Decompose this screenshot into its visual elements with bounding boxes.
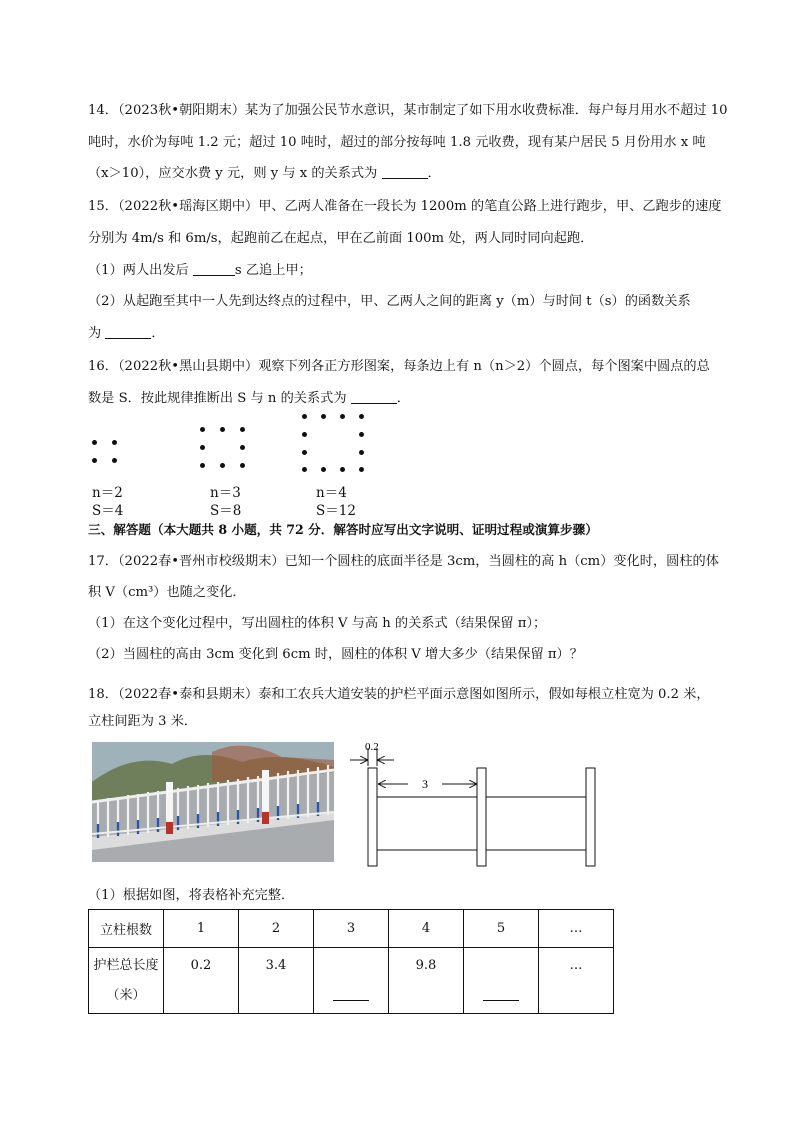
table-cell: … <box>539 910 614 948</box>
dot <box>240 445 245 450</box>
q15-sub2-blank <box>105 324 151 339</box>
dot <box>302 450 307 455</box>
table-head-length-text: 护栏总长度 <box>93 957 159 973</box>
q14-line3-text: （x＞10），应交水费 y 元，则 y 与 x 的关系式为 <box>88 166 378 181</box>
q15-sub1-text: （1）两人出发后 <box>88 263 189 278</box>
gap-label: 3 <box>422 777 428 791</box>
q17-sub2: （2）当圆柱的高由 3cm 变化到 6cm 时，圆柱的体积 V 增大多少（结果保留 π）？ <box>88 647 583 662</box>
q15-sub2: （2）从起跑至其中一人先到达终点的过程中，甲、乙两人之间的距离 y（m）与时间 t（s）的函数关系 <box>88 294 691 309</box>
table-cell: 9.8 <box>389 948 464 1014</box>
dot <box>359 467 364 472</box>
table-head-posts: 立柱根数 <box>89 910 164 948</box>
dot <box>340 414 345 419</box>
dot <box>92 440 97 445</box>
q14-line1: 14．（2023秋•朝阳期末）某为了加强公民节水意识，某市制定了如下用水收费标准．每户每月用水不超过 10 <box>88 103 728 118</box>
q15-sub2b-end: ． <box>151 326 165 341</box>
q18-line2: 立柱间距为 3 米． <box>88 714 198 729</box>
q16-line2 <box>88 389 410 409</box>
table-cell: 2 <box>239 910 314 948</box>
fig3-n-label: n＝4 <box>316 485 347 501</box>
width-label: 0.2 <box>365 741 379 753</box>
dot <box>92 458 97 463</box>
q14-line2: 吨时，水价为每吨 1.2 元；超过 10 吨时，超过的部分按每吨 1.8 元收费，现有某户居民 5 月份用水 x 吨 <box>88 135 706 150</box>
q14-line3-end: ． <box>427 166 441 181</box>
answer-blank <box>483 1000 519 1001</box>
q17-line2: 积 V（cm³）也随之变化． <box>88 585 246 600</box>
dot <box>340 467 345 472</box>
dot <box>200 427 205 432</box>
guardrail-photo <box>92 742 334 862</box>
q17-sub1: （1）在这个变化过程中，写出圆柱的体积 V 与高 h 的关系式（结果保留 π）； <box>88 616 547 631</box>
fill-in-table <box>88 909 614 1014</box>
table-cell: 3.4 <box>239 948 314 1014</box>
q15-sub1-blank <box>193 261 235 276</box>
dot <box>302 467 307 472</box>
q14-line3 <box>88 164 441 184</box>
q17-line1: 17．（2022春•晋州市校级期末）已知一个圆柱的底面半径是 3cm，当圆柱的高 h（cm）变化时，圆柱的体 <box>88 554 719 569</box>
dot <box>240 463 245 468</box>
guardrail-diagram <box>348 736 608 868</box>
fig2-n-label: n＝3 <box>210 485 241 501</box>
q18-sub1: （1）根据如图，将表格补充完整． <box>88 888 295 903</box>
dot <box>200 463 205 468</box>
dot <box>302 414 307 419</box>
dot <box>240 427 245 432</box>
table-cell: 4 <box>389 910 464 948</box>
q15-sub2b-text: 为 <box>88 326 102 341</box>
table-head-length-unit: （米） <box>106 987 146 1003</box>
table-cell-blank <box>464 948 539 1014</box>
dot <box>321 467 326 472</box>
dot <box>302 432 307 437</box>
q15-sub1 <box>88 261 312 281</box>
fig3-s-label: S＝12 <box>316 503 356 519</box>
fig2-s-label: S＝8 <box>210 503 242 519</box>
table-cell: 0.2 <box>164 948 239 1014</box>
q15-line2: 分别为 4m/s 和 6m/s，起跑前乙在起点，甲在乙前面 100m 处，两人同时同向起跑． <box>88 231 594 246</box>
table-cell-blank <box>314 948 389 1014</box>
q16-answer-blank <box>351 389 397 404</box>
dot <box>112 440 117 445</box>
dot <box>220 427 225 432</box>
table-cell: … <box>539 948 614 1014</box>
dot <box>321 414 326 419</box>
post-1 <box>368 768 377 866</box>
dot <box>200 445 205 450</box>
q16-line2-end: ． <box>396 391 410 406</box>
q14-answer-blank <box>382 164 428 179</box>
post-2 <box>477 768 486 866</box>
q16-line1: 16．（2022秋•黑山县期中）观察下列各正方形图案，每条边上有 n（n＞2）个圆点，每个图案中圆点的总 <box>88 359 710 374</box>
dot <box>359 450 364 455</box>
table-row <box>89 910 614 948</box>
post-3 <box>586 768 595 866</box>
q15-sub1-end: s 乙追上甲； <box>234 263 312 278</box>
q16-line2-text: 数是 S．按此规律推断出 S 与 n 的关系式为 <box>88 391 347 406</box>
section-3-heading: 三、解答题（本大题共 8 小题，共 72 分．解答时应写出文字说明、证明过程或演算步骤） <box>88 522 598 537</box>
q15-line1: 15．（2022秋•瑶海区期中）甲、乙两人准备在一段长为 1200m 的笔直公路上进行跑步，甲、乙跑步的速度 <box>88 199 722 214</box>
table-cell: 5 <box>464 910 539 948</box>
q18-line1: 18．（2022春•泰和县期末）泰和工农兵大道安装的护栏平面示意图如图所示，假如每根立柱宽为 0.2 米， <box>88 687 710 702</box>
fig1-n-label: n＝2 <box>92 485 123 501</box>
table-head-length <box>89 948 164 1014</box>
dot <box>220 463 225 468</box>
dot <box>112 458 117 463</box>
q15-sub2b <box>88 324 165 344</box>
dot <box>359 432 364 437</box>
answer-blank <box>333 1000 369 1001</box>
table-cell: 1 <box>164 910 239 948</box>
table-row <box>89 948 614 1014</box>
table-cell: 3 <box>314 910 389 948</box>
fig1-s-label: S＝4 <box>92 503 124 519</box>
guardrail-photo-drawing <box>92 742 334 862</box>
dot <box>359 414 364 419</box>
